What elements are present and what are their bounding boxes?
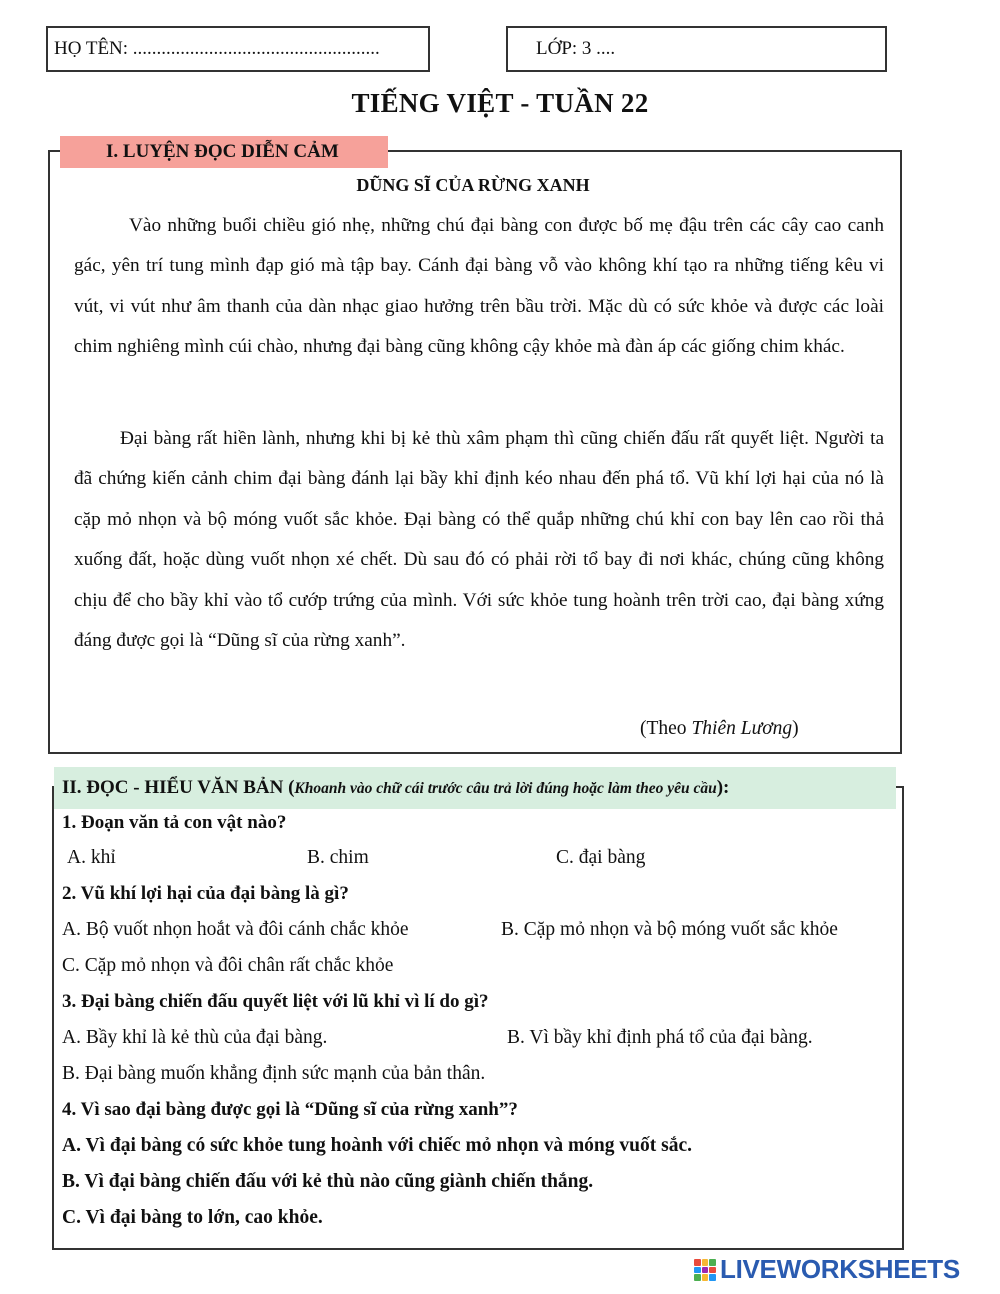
class-label: LỚP: 3 .... xyxy=(536,38,616,59)
q3-option-b[interactable]: B. Vì bầy khỉ định phá tổ của đại bàng. xyxy=(507,1027,813,1048)
section1-heading: I. LUYỆN ĐỌC DIỄN CẢM xyxy=(60,136,388,168)
name-label: HỌ TÊN: .................................................... xyxy=(54,38,380,59)
question-2: 2. Vũ khí lợi hại của đại bàng là gì? xyxy=(62,883,349,904)
q3-option-a[interactable]: A. Bầy khỉ là kẻ thù của đại bàng. xyxy=(62,1027,328,1048)
attribution-prefix: (Theo xyxy=(640,718,692,739)
section2-heading xyxy=(54,767,896,809)
q3-option-c[interactable]: B. Đại bàng muốn khẳng định sức mạnh của bản thân. xyxy=(62,1063,486,1084)
liveworksheets-logo-icon xyxy=(694,1259,716,1281)
attribution xyxy=(640,718,799,740)
q2-option-a[interactable]: A. Bộ vuốt nhọn hoắt và đôi cánh chắc khỏe xyxy=(62,919,409,940)
q4-option-b[interactable]: B. Vì đại bàng chiến đấu với kẻ thù nào cũng giành chiến thắng. xyxy=(62,1171,594,1192)
attribution-author: Thiên Lương xyxy=(691,718,793,739)
paragraph-2: Đại bàng rất hiền lành, nhưng khi bị kẻ thù xâm phạm thì cũng chiến đấu rất quyết liệt. Người ta đã chứng kiến cảnh chim đại bàng đánh lại bầy khỉ định kéo nhau đến phá tổ. Vũ khí lợi hại của nó là cặp mỏ nhọn và bộ móng vuốt sắc khỏe. Đại bàng có thể quắp những chú khỉ con bay lên cao rồi thả xuống đất, hoặc dùng vuốt nhọn xé chết. Dù sau đó có phải rời tổ bay đi nơi khác, chúng cũng không chịu để cho bầy khỉ vào tổ cướp trứng của mình. Với sức khỏe tung hoành trên trời cao, đại bàng xứng đáng được gọi là “Dũng sĩ của rừng xanh”. xyxy=(74,428,884,652)
paragraph-1: Vào những buổi chiều gió nhẹ, những chú đại bàng con được bố mẹ đậu trên các cây cao canh gác, yên trí tung mình đạp gió mà tập bay. Cánh đại bàng vỗ vào không khí tạo ra những tiếng kêu vi vút, vi vút như âm thanh của dàn nhạc giao hưởng trên bầu trời. Mặc dù có sức khỏe và được các loài chim nghiêng mình cúi chào, nhưng đại bàng cũng không cậy khỏe mà đàn áp các giống chim khác. xyxy=(74,215,884,358)
question-1: 1. Đoạn văn tả con vật nào? xyxy=(62,812,287,833)
attribution-suffix: ) xyxy=(792,718,799,739)
question-3: 3. Đại bàng chiến đấu quyết liệt với lũ khỉ vì lí do gì? xyxy=(62,991,489,1012)
q4-option-c[interactable]: C. Vì đại bàng to lớn, cao khỏe. xyxy=(62,1207,323,1228)
q1-option-b[interactable]: B. chim xyxy=(307,847,369,868)
q1-option-c[interactable]: C. đại bàng xyxy=(556,847,646,868)
section2-instruction: Khoanh vào chữ cái trước câu trả lời đúng hoặc làm theo yêu cầu xyxy=(294,780,717,797)
story-title: DŨNG SĨ CỦA RỪNG XANH xyxy=(356,175,590,195)
q4-option-a[interactable]: A. Vì đại bàng có sức khỏe tung hoành với chiếc mỏ nhọn và móng vuốt sắc. xyxy=(62,1135,692,1156)
q2-option-b[interactable]: B. Cặp mỏ nhọn và bộ móng vuốt sắc khỏe xyxy=(501,919,838,940)
section2-heading-text: II. ĐỌC - HIỂU VĂN BẢN ( xyxy=(62,777,295,798)
q2-option-c[interactable]: C. Cặp mỏ nhọn và đôi chân rất chắc khỏe xyxy=(62,955,394,976)
page-title: TIẾNG VIỆT - TUẦN 22 xyxy=(351,88,649,118)
question-4: 4. Vì sao đại bàng được gọi là “Dũng sĩ của rừng xanh”? xyxy=(62,1099,518,1120)
section2-heading-end: ): xyxy=(716,777,730,798)
q1-option-a[interactable]: A. khỉ xyxy=(67,847,116,868)
liveworksheets-brand xyxy=(720,1254,960,1285)
brand-text: LIVEWORKSHEETS xyxy=(720,1254,960,1284)
